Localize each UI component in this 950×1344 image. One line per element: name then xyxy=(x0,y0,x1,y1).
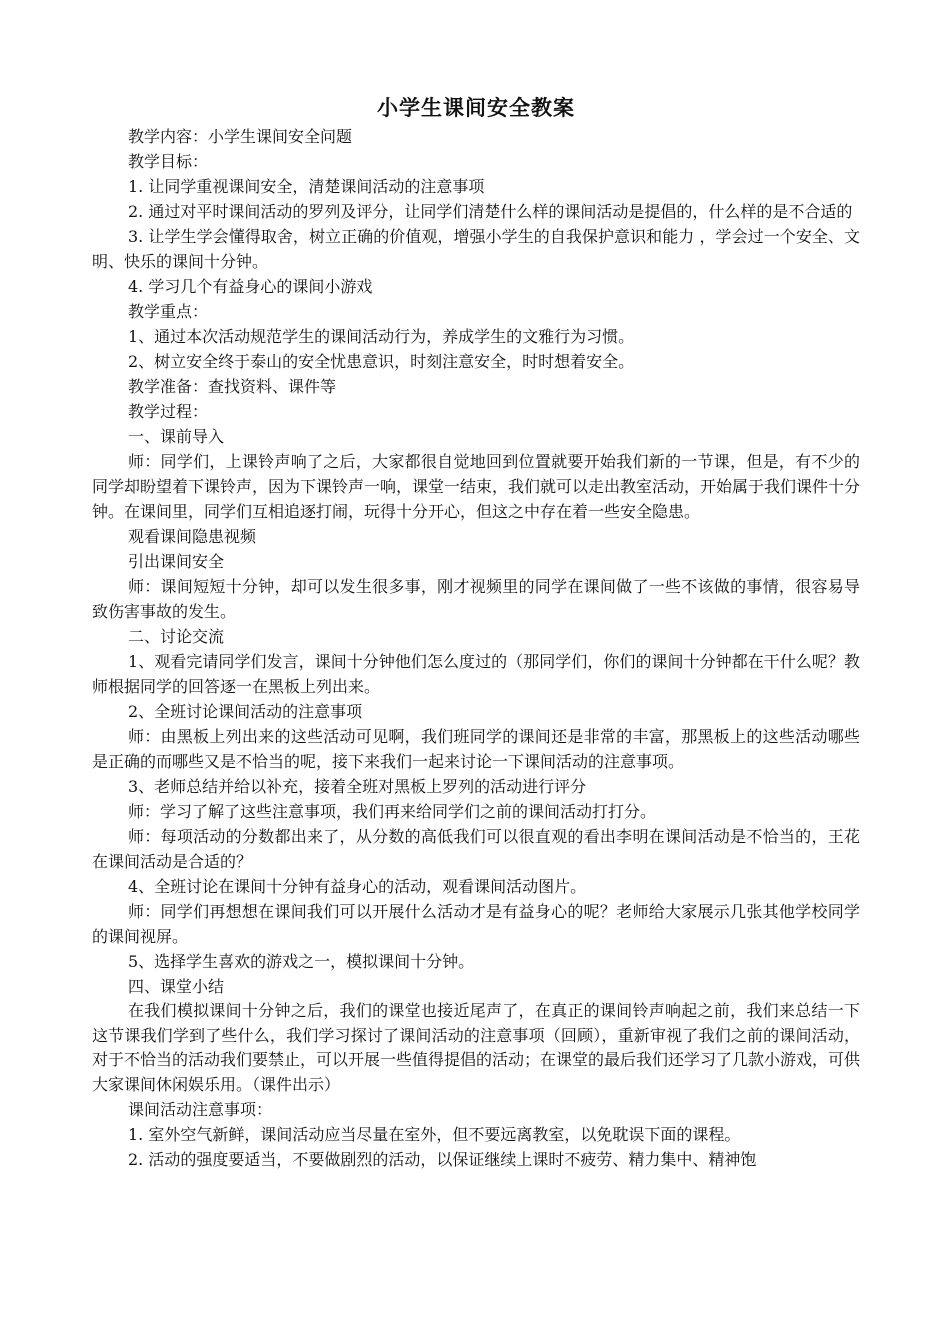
goal-2: 2. 通过对平时课间活动的罗列及评分，让同学们清楚什么样的课间活动是提倡的，什么样的是不合适的 xyxy=(128,202,853,221)
discussion-5: 5、选择学生喜欢的游戏之一，模拟课间十分钟。 xyxy=(128,952,475,971)
note-1: 1. 室外空气新鲜，课间活动应当尽量在室外，但不要远离教室，以免耽误下面的课程。 xyxy=(128,1125,741,1145)
lead-in-line: 引出课间安全 xyxy=(128,552,225,571)
discussion-2: 2、全班讨论课间活动的注意事项 xyxy=(128,702,363,721)
note-2: 2. 活动的强度要适当，不要做剧烈的活动，以保证继续上课时不疲劳、精力集中、精神饱 xyxy=(128,1150,757,1170)
key-point-1: 1、通过本次活动规范学生的课间活动行为，养成学生的文雅行为习惯。 xyxy=(128,327,635,346)
intro-paragraph: 师：同学们，上课铃声响了之后，大家都很自觉地回到位置就要开始我们新的一节课，但是，有不少的同学却盼望着下课铃声，因为下课铃声一响，课堂一结束，我们就可以走出教室活动，开始属于我们课件十分钟。在课间里，同学们互相追逐打闹，玩得十分开心，但这之中存在着一些安全隐患。 xyxy=(92,452,861,521)
goal-3: 3. 让学生学会懂得取舍，树立正确的价值观，增强小学生的自我保护意识和能力 ，学会过一个安全、文明、快乐的课间十分钟。 xyxy=(92,227,860,271)
summary-paragraph: 在我们模拟课间十分钟之后，我们的课堂也接近尾声了，在真正的课间铃声响起之前，我们来总结一下这节课我们学到了些什么，我们学习探讨了课间活动的注意事项（回顾），重新审视了我们之前的课间活动，对于不恰当的活动我们要禁止，可以开展一些值得提倡的活动；在课堂的最后我们还学习了几款小游戏，可供大家课间休闲娱乐用。（课件出示） xyxy=(92,1001,861,1094)
teacher-remark-3: 师：学习了解了这些注意事项，我们再来给同学们之前的课间活动打打分。 xyxy=(128,802,657,821)
teacher-remark-5: 师：同学们再想想在课间我们可以开展什么活动才是有益身心的呢？老师给大家展示几张其他学校同学的课间视屏。 xyxy=(92,902,860,946)
section-2-heading: 二、讨论交流 xyxy=(128,627,225,646)
watch-video-line: 观看课间隐患视频 xyxy=(128,527,257,546)
goal-1: 1. 让同学重视课间安全，清楚课间活动的注意事项 xyxy=(128,177,485,196)
key-point-2: 2、树立安全终于泰山的安全忧患意识，时刻注意安全，时时想着安全。 xyxy=(128,352,635,371)
teaching-preparation: 教学准备：查找资料、课件等 xyxy=(128,377,337,396)
discussion-3: 3、老师总结并给以补充，接着全班对黑板上罗列的活动进行评分 xyxy=(128,777,587,796)
teacher-remark-4: 师：每项活动的分数都出来了，从分数的高低我们可以很直观的看出李明在课间活动是不恰当的，王花在课间活动是合适的？ xyxy=(92,827,860,871)
section-1-heading: 一、课前导入 xyxy=(128,427,225,446)
teaching-process-heading: 教学过程： xyxy=(128,402,209,421)
document-title: 小学生课间安全教案 xyxy=(377,96,575,120)
teacher-remark-2: 师：由黑板上列出来的这些活动可见啊，我们班同学的课间还是非常的丰富，那黑板上的这些活动哪些是正确的而哪些又是不恰当的呢，接下来我们一起来讨论一下课间活动的注意事项。 xyxy=(92,727,860,771)
goal-4: 4. 学习几个有益身心的课间小游戏 xyxy=(128,277,373,296)
teaching-goals-heading: 教学目标： xyxy=(128,152,209,171)
section-4-heading: 四、课堂小结 xyxy=(128,977,225,996)
key-points-heading: 教学重点： xyxy=(128,302,209,321)
teaching-content: 教学内容：小学生课间安全问题 xyxy=(128,127,353,146)
notes-heading: 课间活动注意事项： xyxy=(128,1100,273,1120)
discussion-4: 4、全班讨论在课间十分钟有益身心的活动，观看课间活动图片。 xyxy=(128,877,587,896)
teacher-remark-1: 师：课间短短十分钟，却可以发生很多事，刚才视频里的同学在课间做了一些不该做的事情，很容易导致伤害事故的发生。 xyxy=(92,577,860,621)
discussion-1: 1、观看完请同学们发言，课间十分钟他们怎么度过的（那同学们，你们的课间十分钟都在干什么呢？教师根据同学的回答逐一在黑板上列出来。 xyxy=(92,652,860,696)
document-body xyxy=(92,92,860,1172)
